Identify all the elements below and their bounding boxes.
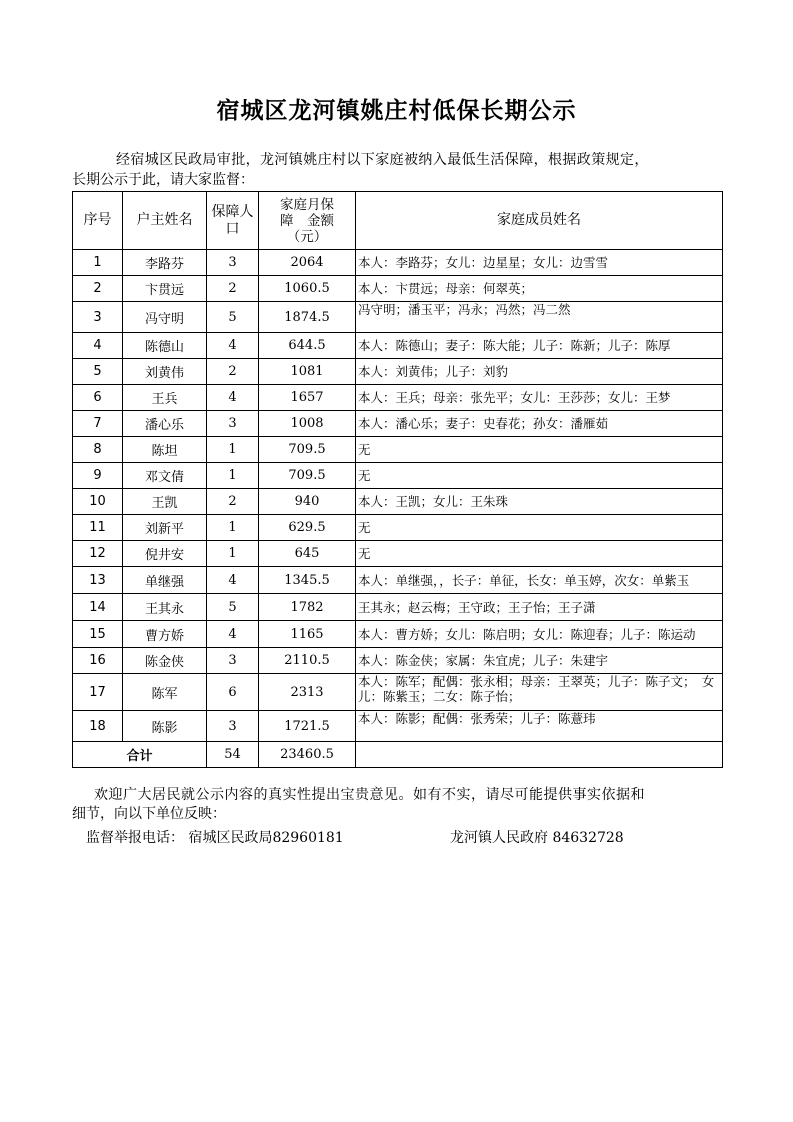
- header-count-line-1: 保障人: [211, 203, 254, 220]
- row-members: 无: [356, 437, 723, 463]
- row-name: 冯守明: [123, 302, 207, 333]
- row-seq: 2: [73, 276, 123, 302]
- row-members: 本人：李路芬；女儿：边星星；女儿：边雪雪: [356, 250, 723, 276]
- row-name: 刘新平: [123, 515, 207, 541]
- row-count: 1: [207, 515, 259, 541]
- row-seq: 10: [73, 489, 123, 515]
- row-seq: 14: [73, 594, 123, 621]
- row-amount: 709.5: [259, 463, 356, 489]
- row-seq: 4: [73, 333, 123, 359]
- row-amount: 709.5: [259, 437, 356, 463]
- contact-2-phone: 84632728: [552, 830, 624, 846]
- row-count: 4: [207, 567, 259, 594]
- table-row: [73, 385, 723, 411]
- row-name: 陈军: [123, 674, 207, 711]
- row-amount: 1345.5: [259, 567, 356, 594]
- row-name: 陈金侠: [123, 648, 207, 674]
- row-amount: 1081: [259, 359, 356, 385]
- assistance-table: [72, 191, 723, 768]
- row-members: 本人：潘心乐；妻子：史春花；孙女：潘雁茹: [356, 411, 723, 437]
- document-title: 宿城区龙河镇姚庄村低保长期公示: [216, 97, 577, 124]
- row-count: 5: [207, 594, 259, 621]
- row-members: 本人：陈影；配偶：张秀荣；儿子：陈薏玮: [356, 711, 723, 742]
- header-members: 家庭成员姓名: [356, 192, 723, 250]
- row-amount: 1874.5: [259, 302, 356, 333]
- table-row: [73, 567, 723, 594]
- table-row: [73, 674, 723, 711]
- table-row: [73, 333, 723, 359]
- row-members: 本人：卞贯远；母亲：何翠英；: [356, 276, 723, 302]
- table-row: [73, 711, 723, 742]
- outro-line-1: 欢迎广大居民就公示内容的真实性提出宝贵意见。如有不实，请尽可能提供事实依据和: [94, 787, 645, 803]
- row-seq: 8: [73, 437, 123, 463]
- row-name: 陈影: [123, 711, 207, 742]
- table-row: [73, 276, 723, 302]
- intro-line-2: 长期公示于此，请大家监督：: [72, 172, 254, 188]
- row-amount: 1721.5: [259, 711, 356, 742]
- row-members: 无: [356, 515, 723, 541]
- row-name: 倪井安: [123, 541, 207, 567]
- row-seq: 13: [73, 567, 123, 594]
- row-seq: 16: [73, 648, 123, 674]
- outro-paragraph: [72, 786, 732, 824]
- row-members: 无: [356, 463, 723, 489]
- table-header-row: [73, 192, 723, 250]
- header-seq: 序号: [73, 192, 123, 250]
- row-members: 本人：王凯；女儿：王朱珠: [356, 489, 723, 515]
- header-count: [207, 192, 259, 250]
- intro-line-1: 经宿城区民政局审批，龙河镇姚庄村以下家庭被纳入最低生活保障，根据政策规定，: [116, 152, 649, 168]
- total-row: [73, 742, 723, 768]
- total-label: 合计: [73, 742, 207, 768]
- contact-1-org: 宿城区民政局: [188, 830, 273, 846]
- contact-1-phone: 82960181: [272, 830, 344, 846]
- outro-line-2: 细节，向以下单位反映：: [72, 806, 226, 822]
- header-name: 户主姓名: [123, 192, 207, 250]
- row-members: 本人：单继强，，长子：单征，长女：单玉婷，次女：单紫玉: [356, 567, 723, 594]
- row-count: 1: [207, 437, 259, 463]
- table-row: [73, 489, 723, 515]
- row-amount: 644.5: [259, 333, 356, 359]
- row-count: 3: [207, 711, 259, 742]
- row-members: 本人：王兵；母亲：张先平；女儿：王莎莎；女儿：王梦: [356, 385, 723, 411]
- row-members: 本人：陈德山；妻子：陈大能；儿子：陈新；儿子：陈厚: [356, 333, 723, 359]
- row-members: 本人：陈军；配偶：张永相；母亲：王翠英；儿子：陈子文； 女儿：陈紫玉；二女：陈子怡；: [356, 674, 723, 711]
- row-members: 无: [356, 541, 723, 567]
- row-seq: 3: [73, 302, 123, 333]
- header-amount-line-1: 家庭月保: [280, 196, 334, 213]
- row-members: 王其永；赵云梅；王守政；王子怡；王子潇: [356, 594, 723, 621]
- contact-town-government: [450, 827, 624, 847]
- row-count: 3: [207, 250, 259, 276]
- row-members: 本人：刘黄伟；儿子：刘豹: [356, 359, 723, 385]
- row-seq: 12: [73, 541, 123, 567]
- row-name: 卞贯远: [123, 276, 207, 302]
- total-amount: 23460.5: [259, 742, 356, 768]
- row-amount: 2110.5: [259, 648, 356, 674]
- row-name: 陈德山: [123, 333, 207, 359]
- row-name: 邓文倩: [123, 463, 207, 489]
- table-row: [73, 621, 723, 648]
- row-amount: 629.5: [259, 515, 356, 541]
- row-members: 本人：陈金侠；家属：朱宜虎；儿子：朱建宇: [356, 648, 723, 674]
- row-count: 1: [207, 463, 259, 489]
- row-amount: 1165: [259, 621, 356, 648]
- row-amount: 645: [259, 541, 356, 567]
- table-row: [73, 648, 723, 674]
- row-members: 冯守明；潘玉平；冯永；冯然；冯二然: [356, 302, 723, 333]
- row-name: 李路芬: [123, 250, 207, 276]
- row-amount: 1782: [259, 594, 356, 621]
- row-count: 4: [207, 333, 259, 359]
- contact-civil-affairs: [86, 827, 344, 847]
- table-row: [73, 437, 723, 463]
- row-count: 4: [207, 621, 259, 648]
- row-name: 王其永: [123, 594, 207, 621]
- table-row: [73, 359, 723, 385]
- row-members: 本人：曹方娇；女儿：陈启明；女儿：陈迎春；儿子：陈运动: [356, 621, 723, 648]
- table-row: [73, 463, 723, 489]
- row-count: 6: [207, 674, 259, 711]
- row-amount: 1008: [259, 411, 356, 437]
- row-count: 1: [207, 541, 259, 567]
- header-amount-line-3: （元）: [286, 228, 328, 245]
- row-name: 陈坦: [123, 437, 207, 463]
- row-count: 2: [207, 489, 259, 515]
- row-seq: 18: [73, 711, 123, 742]
- row-count: 2: [207, 359, 259, 385]
- row-count: 3: [207, 648, 259, 674]
- row-seq: 7: [73, 411, 123, 437]
- row-seq: 1: [73, 250, 123, 276]
- row-seq: 17: [73, 674, 123, 711]
- table-row: [73, 541, 723, 567]
- row-seq: 11: [73, 515, 123, 541]
- total-count: 54: [207, 742, 259, 768]
- row-name: 王兵: [123, 385, 207, 411]
- header-count-line-2: 口: [225, 220, 240, 237]
- table-row: [73, 250, 723, 276]
- total-members-empty: [356, 742, 723, 768]
- table-row: [73, 594, 723, 621]
- header-amount: [259, 192, 356, 250]
- row-amount: 1657: [259, 385, 356, 411]
- header-amount-line-2: 障 金额: [280, 212, 334, 229]
- row-count: 5: [207, 302, 259, 333]
- row-name: 王凯: [123, 489, 207, 515]
- row-name: 单继强: [123, 567, 207, 594]
- row-seq: 5: [73, 359, 123, 385]
- row-seq: 15: [73, 621, 123, 648]
- row-count: 4: [207, 385, 259, 411]
- row-seq: 6: [73, 385, 123, 411]
- contact-2-org: 龙河镇人民政府: [450, 830, 548, 846]
- intro-paragraph: [72, 150, 722, 190]
- row-amount: 2313: [259, 674, 356, 711]
- table-row: [73, 411, 723, 437]
- row-seq: 9: [73, 463, 123, 489]
- table-row: [73, 302, 723, 333]
- row-amount: 2064: [259, 250, 356, 276]
- row-name: 曹方娇: [123, 621, 207, 648]
- row-amount: 1060.5: [259, 276, 356, 302]
- row-name: 刘黄伟: [123, 359, 207, 385]
- row-name: 潘心乐: [123, 411, 207, 437]
- table-row: [73, 515, 723, 541]
- row-count: 2: [207, 276, 259, 302]
- contact-label: 监督举报电话：: [86, 830, 184, 846]
- row-count: 3: [207, 411, 259, 437]
- row-amount: 940: [259, 489, 356, 515]
